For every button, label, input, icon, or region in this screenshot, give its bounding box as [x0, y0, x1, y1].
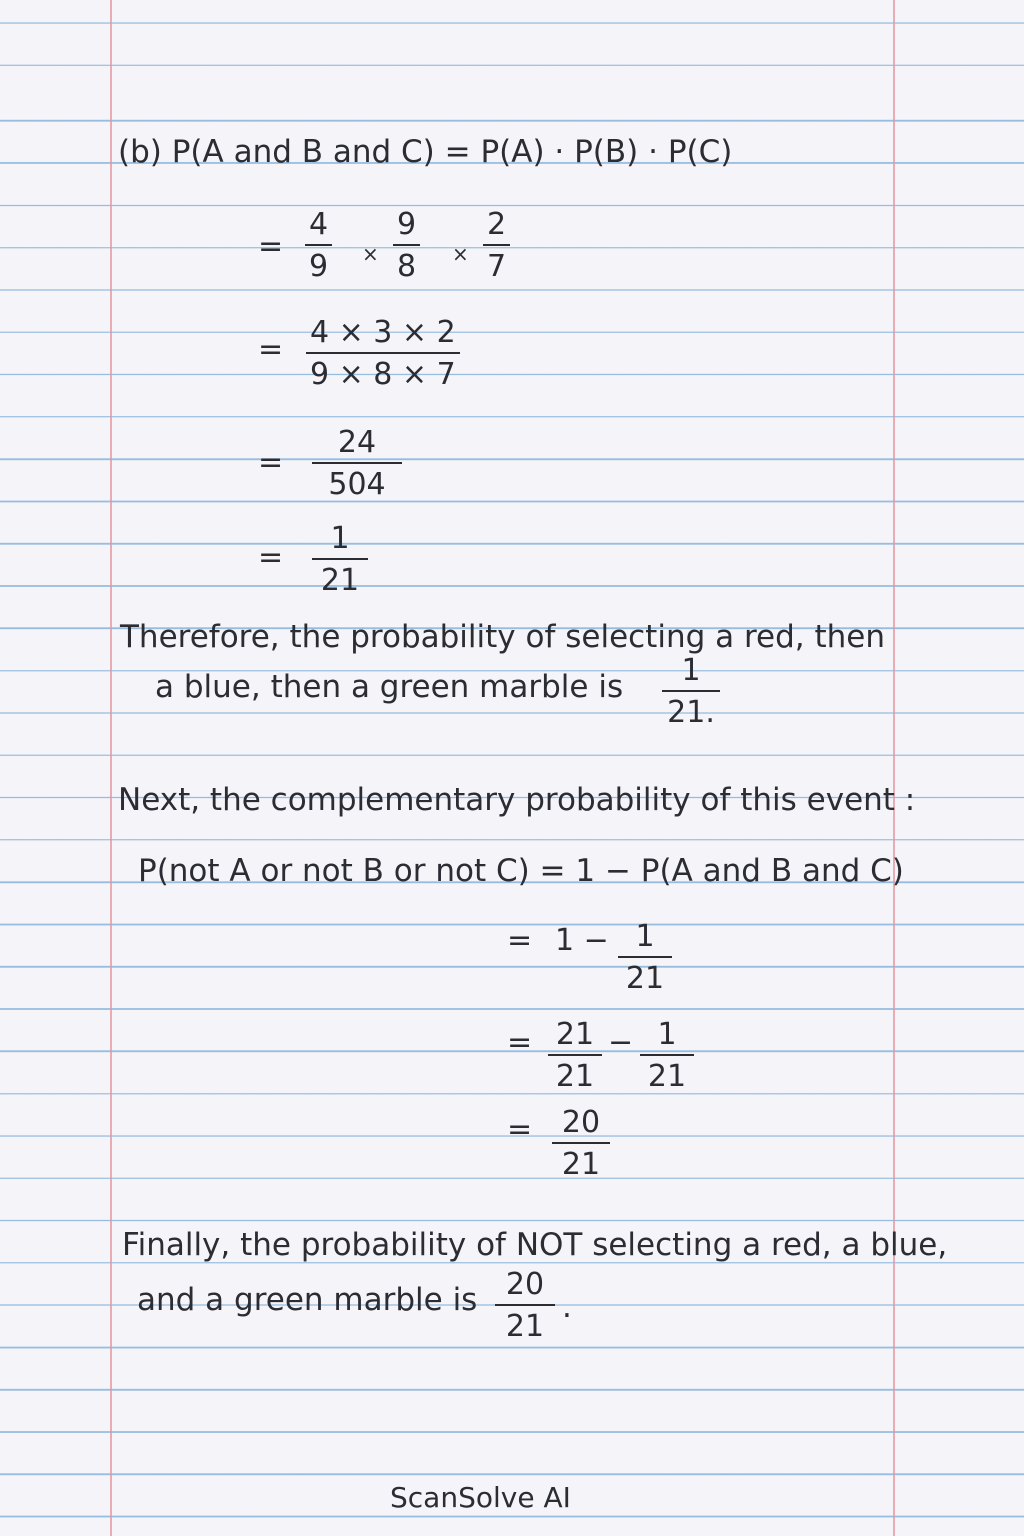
numerator: 1 — [657, 1017, 677, 1052]
fraction-4-9 — [305, 207, 332, 284]
numerator: 4 × 3 × 2 — [310, 315, 456, 350]
product-fraction — [306, 315, 460, 392]
fraction-2-7 — [483, 207, 510, 284]
denominator: 21 — [555, 1059, 595, 1094]
part-b-heading: (b) P(A and B and C) = P(A) · P(B) · P(C) — [118, 134, 733, 170]
equals-sign: = — [258, 540, 284, 575]
denominator: 21. — [667, 695, 715, 730]
times-sign: × — [452, 242, 469, 266]
denominator: 8 — [397, 249, 417, 284]
numerator: 20 — [561, 1105, 601, 1140]
equals-sign: = — [258, 332, 284, 367]
conclusion-line-1: Therefore, the probability of selecting a red, then — [120, 619, 886, 655]
denominator: 9 — [309, 249, 329, 284]
final-line-1: Finally, the probability of NOT selecting a red, a blue, — [122, 1227, 948, 1263]
final-line-2: and a green marble is — [137, 1282, 478, 1318]
numerator: 24 — [337, 425, 377, 460]
equals-sign: = — [258, 445, 284, 480]
fraction-1-21 — [618, 919, 672, 996]
one-minus: 1 − — [555, 923, 609, 958]
complement-equation: P(not A or not B or not C) = 1 − P(A and B and C) — [138, 853, 904, 889]
denominator: 504 — [328, 467, 386, 502]
complement-intro: Next, the complementary probability of this event : — [118, 782, 916, 818]
fraction-20-21 — [552, 1105, 610, 1182]
denominator: 21 — [561, 1147, 601, 1182]
denominator: 9 × 8 × 7 — [310, 357, 456, 392]
equals-sign: = — [507, 1112, 533, 1147]
fraction-21-21 — [548, 1017, 602, 1094]
final-period: . — [562, 1289, 572, 1325]
numerator: 21 — [555, 1017, 595, 1052]
right-margin-line — [893, 0, 895, 1536]
numerator: 2 — [487, 207, 507, 242]
numerator: 9 — [397, 207, 417, 242]
equals-sign: = — [507, 1025, 533, 1060]
conclusion-line-2: a blue, then a green marble is — [155, 669, 624, 705]
fraction-1-21 — [312, 521, 368, 598]
fraction-9-8 — [393, 207, 420, 284]
numerator: 1 — [635, 919, 655, 954]
denominator: 21 — [505, 1309, 545, 1344]
equals-sign: = — [258, 229, 284, 264]
minus-sign: − — [608, 1025, 634, 1060]
numerator: 4 — [309, 207, 329, 242]
times-sign: × — [362, 242, 379, 266]
denominator: 21 — [647, 1059, 687, 1094]
numerator: 1 — [330, 521, 350, 556]
denominator: 7 — [487, 249, 507, 284]
fraction-24-504 — [312, 425, 402, 502]
numerator: 1 — [681, 653, 701, 688]
left-margin-line — [110, 0, 112, 1536]
footer-brand: ScanSolve AI — [390, 1481, 571, 1514]
fraction-1-21-result — [662, 653, 720, 730]
denominator: 21 — [625, 961, 665, 996]
equals-sign: = — [507, 923, 533, 958]
fraction-20-21-result — [495, 1267, 555, 1344]
fraction-1-21 — [640, 1017, 694, 1094]
denominator: 21 — [320, 563, 360, 598]
numerator: 20 — [505, 1267, 545, 1302]
